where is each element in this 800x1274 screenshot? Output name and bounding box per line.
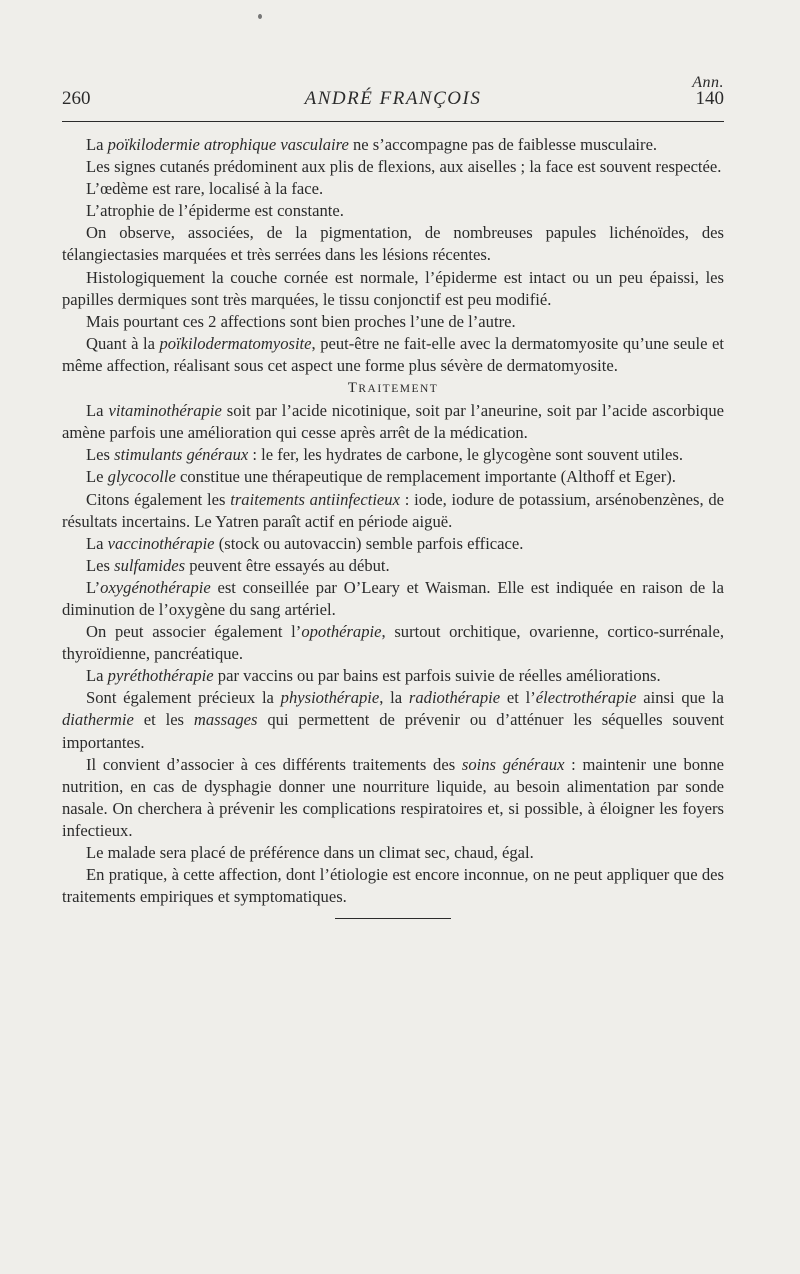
paragraph: [62, 665, 724, 687]
section-heading-initial: T: [347, 380, 359, 397]
italic-term: traitements antiinfectieux: [230, 489, 400, 509]
text-run: ainsi que la: [636, 688, 724, 708]
text-run: Quant à la: [86, 333, 160, 353]
body-text: [62, 134, 724, 919]
italic-term: pyréthothérapie: [107, 666, 214, 686]
end-rule: [335, 918, 451, 919]
text-run: Les: [86, 555, 115, 575]
paragraph: [62, 444, 724, 466]
italic-term: oxygénothérapie: [100, 577, 211, 597]
paragraph: [62, 687, 724, 753]
text-run: , peut-être ne fait-elle avec la dermatomyosite qu’une seule et même affection, réalisant sous cet aspect une forme plus sévère de dermatomyosite.: [62, 333, 724, 375]
text-run: Citons également les: [86, 489, 231, 509]
paragraph: [62, 400, 724, 444]
paragraph: [62, 577, 724, 621]
text-run: En pratique, à cette affection, dont l’étiologie est encore inconnue, on ne peut appliquer que des traitements empiriques et symptomatiques.: [62, 865, 724, 907]
text-run: : iode, iodure de potassium, arsénobenzènes, de résultats incertains. Le Yatren paraît actif en période aiguë.: [62, 489, 725, 531]
italic-term: stimulants généraux: [114, 445, 249, 465]
text-run: L’œdème est rare, localisé à la face.: [86, 179, 324, 199]
text-run: constitue une thérapeutique de remplacement importante (Althoff et Eger).: [175, 467, 676, 487]
page-number: 260: [62, 88, 91, 109]
italic-term: physiothérapie: [280, 688, 380, 708]
text-run: et les: [133, 710, 194, 730]
paragraph: [62, 621, 724, 665]
paragraph: [62, 222, 724, 266]
text-run: (stock ou autovaccin) semble parfois efficace.: [214, 533, 524, 553]
italic-term: radiothérapie: [408, 688, 501, 708]
paragraph: [62, 200, 724, 222]
italic-term: vitaminothérapie: [108, 401, 222, 421]
text-run: La: [86, 135, 108, 154]
text-run: et l’: [500, 688, 536, 708]
paragraph: [62, 466, 724, 488]
paragraph: [62, 555, 724, 577]
paragraph: [62, 864, 724, 908]
paragraph: [62, 267, 724, 311]
text-run: , surtout orchitique, ovarienne, cortico-surrénale, thyroïdienne, pancréatique.: [62, 622, 724, 664]
paragraph: [62, 333, 724, 377]
italic-term: massages: [193, 710, 258, 730]
text-run: L’atrophie de l’épiderme est constante.: [86, 201, 344, 221]
text-run: est conseillée par O’Leary et Waisman. Elle est indiquée en raison de la diminution de l’oxygène du sang artériel.: [62, 577, 724, 619]
ink-speck: [258, 14, 262, 19]
text-run: La: [86, 666, 108, 686]
italic-term: soins généraux: [461, 754, 565, 774]
italic-term: poïkilodermie atrophique vasculaire: [107, 135, 349, 154]
text-run: On peut associer également l’: [86, 622, 302, 642]
italic-term: diathermie: [62, 710, 134, 730]
paragraph: [62, 842, 724, 864]
text-run: soit par l’acide nicotinique, soit par l’aneurine, soit par l’acide ascorbique amène parfois une amélioration qui cesse après arrêt de la médication.: [62, 401, 724, 443]
paragraph: [62, 489, 724, 533]
header-rule: [62, 121, 724, 122]
text-run: : le fer, les hydrates de carbone, le glycogène sont souvent utiles.: [248, 445, 684, 465]
text-run: : maintenir une bonne nutrition, en cas de dysphagie donner une nourriture liquide, au besoin alimentation par sonde nasale. On cherchera à prévenir les complications respiratoires et, si possible, à éloigner les foyers infectieux.: [62, 754, 725, 840]
running-head: ANDRÉ FRANÇOIS: [304, 88, 482, 109]
paragraphs-before-section: [62, 134, 724, 377]
section-heading: [62, 377, 724, 400]
annotation-label: Ann.: [692, 74, 724, 91]
text-run: Le malade sera placé de préférence dans un climat sec, chaud, égal.: [86, 843, 534, 862]
paragraph: [62, 311, 724, 333]
paragraph: [62, 754, 724, 842]
section-heading-rest: RAITEMENT: [358, 383, 439, 396]
text-run: Sont également précieux la: [86, 688, 281, 708]
italic-term: poïkilodermatomyosite: [159, 333, 312, 353]
text-run: , la: [379, 688, 409, 708]
text-run: L’: [86, 577, 101, 597]
text-run: La: [86, 533, 108, 553]
italic-term: sulfamides: [114, 555, 186, 575]
paragraph: [62, 178, 724, 200]
text-run: Les signes cutanés prédominent aux plis de flexions, aux aiselles ; la face est souvent respectée.: [86, 157, 722, 177]
paragraph: [62, 134, 724, 156]
text-run: Il convient d’associer à ces différents traitements des: [86, 754, 462, 774]
text-run: La: [86, 401, 109, 421]
annotation-number: 140: [695, 88, 724, 109]
italic-term: glycocolle: [107, 467, 176, 487]
text-run: On observe, associées, de la pigmentation, de nombreuses papules lichénoïdes, des télangiectasies marquées et très serrées dans les lésions récentes.: [62, 223, 724, 265]
text-run: par vaccins ou par bains est parfois suivie de réelles améliorations.: [213, 666, 661, 686]
text-run: Les: [86, 445, 115, 465]
paragraphs-after-section: [62, 400, 724, 908]
text-run: Histologiquement la couche cornée est normale, l’épiderme est intact ou un peu épaissi, les papilles dermiques sont très marquées, le tissu conjonctif est peu modifié.: [62, 267, 724, 309]
text-run: ne s’accompagne pas de faiblesse musculaire.: [348, 135, 658, 154]
text-run: Mais pourtant ces 2 affections sont bien proches l’une de l’autre.: [86, 311, 516, 331]
text-run: qui permettent de prévenir ou d’atténuer les séquelles souvent importantes.: [62, 710, 724, 752]
paragraph: [62, 533, 724, 555]
text-run: Le: [86, 467, 108, 487]
italic-term: électrothérapie: [535, 688, 637, 708]
italic-term: opothérapie: [301, 622, 382, 642]
paragraph: [62, 156, 724, 178]
text-run: peuvent être essayés au début.: [185, 555, 390, 575]
italic-term: vaccinothérapie: [107, 533, 215, 553]
